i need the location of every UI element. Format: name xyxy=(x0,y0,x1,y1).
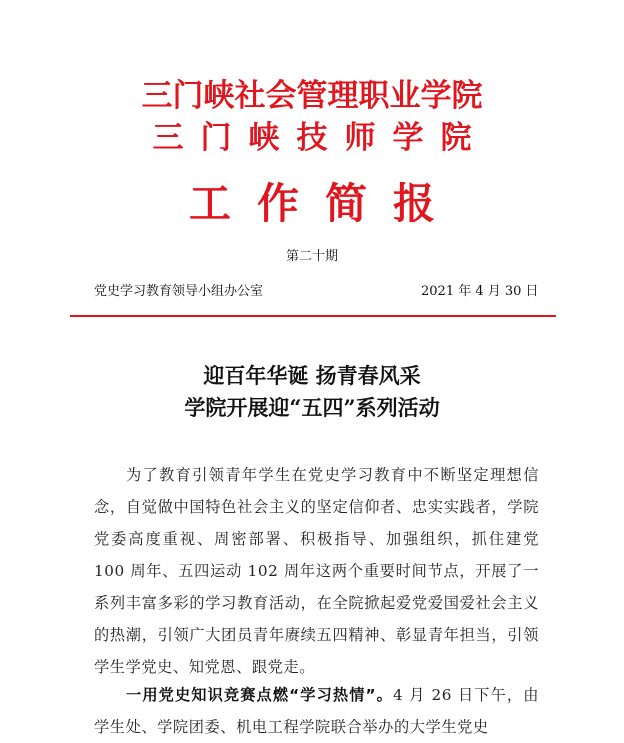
issue-number: 第二十期 xyxy=(285,249,338,264)
paragraph-2-lead: 一用党史知识竞赛点燃“学习热情”。 xyxy=(126,686,393,704)
header-divider xyxy=(70,315,556,317)
article-title-line-2: 学院开展迎“五四”系列活动 xyxy=(184,395,440,420)
article-title-line-1: 迎百年华诞 扬青春风采 xyxy=(203,363,421,388)
paragraph-2-text: 4 月 26 日下午，由学生处、学院团委、机电工程学院联合举办的大学生党史 xyxy=(94,686,539,736)
institution-name-primary: 三门峡社会管理职业学院 xyxy=(141,78,483,114)
issuing-office: 党史学习教育领导小组办公室 xyxy=(94,284,264,299)
body-paragraph-1: 为了教育引领青年学生在党史学习教育中不断坚定理想信念，自觉做中国特色社会主义的坚定信仰者、忠实实践者，学院党委高度重视、周密部署、积极指导、加强组织，抓住建党 100 周年、五四运动 102 周年这两个重要时间节点，开展了一系列丰富多彩的学习教育活动，在全院掀起爱党爱国爱社会主义的热潮，引领广大团员青年赓续五四精神、彰显青年担当，引领学生学党史、知党恩、跟党走。 xyxy=(94,466,539,676)
publication-title: 工作简报 xyxy=(188,179,461,228)
body-paragraph-2 xyxy=(94,679,539,743)
institution-name-secondary: 三门峡技师学院 xyxy=(152,120,489,156)
issue-date: 2021 年 4 月 30 日 xyxy=(421,284,539,299)
